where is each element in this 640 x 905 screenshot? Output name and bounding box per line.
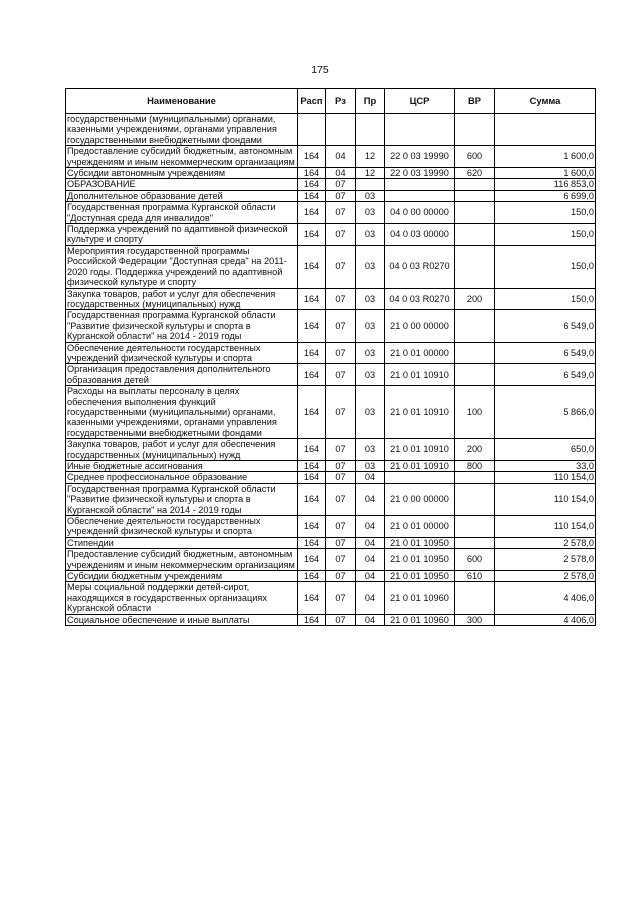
cell-vr: 610 [455, 571, 495, 582]
cell-sum: 6 549,0 [495, 364, 596, 386]
cell-csr [385, 472, 455, 483]
cell-rz: 07 [326, 472, 356, 483]
cell-name: Стипендии [66, 537, 298, 548]
cell-csr: 21 0 00 00000 [385, 483, 455, 515]
cell-pr: 04 [356, 614, 385, 625]
cell-name: Иные бюджетные ассигнования [66, 461, 298, 472]
cell-name: Субсидии бюджетным учреждениям [66, 571, 298, 582]
cell-sum: 150,0 [495, 224, 596, 246]
cell-rasp: 164 [298, 461, 326, 472]
cell-pr: 03 [356, 342, 385, 364]
cell-rz: 07 [326, 571, 356, 582]
cell-name: Государственная программа Курганской области "Развитие физической культуры и спорта в Курганской области" на 2014 - 2019 годы [66, 310, 298, 342]
cell-vr: 300 [455, 614, 495, 625]
cell-sum: 150,0 [495, 202, 596, 224]
cell-name: Мероприятия государственной программы Российской Федерации "Доступная среда" на 2011-2020 годы. Поддержка учреждений по адаптивной физической культуре и спорту [66, 245, 298, 288]
cell-rasp: 164 [298, 342, 326, 364]
cell-pr: 04 [356, 472, 385, 483]
cell-pr: 04 [356, 516, 385, 538]
table-row [66, 288, 596, 310]
table-row [66, 472, 596, 483]
cell-rz: 07 [326, 342, 356, 364]
cell-rasp: 164 [298, 549, 326, 571]
cell-sum: 110 154,0 [495, 472, 596, 483]
table-row [66, 245, 596, 288]
cell-vr [455, 537, 495, 548]
table-row [66, 224, 596, 246]
cell-rz [326, 114, 356, 146]
cell-csr: 21 0 01 10910 [385, 364, 455, 386]
cell-name: Субсидии автономным учреждениям [66, 168, 298, 179]
cell-name: государственными (муниципальными) органами, казенными учреждениями, органами управления государственными внебюджетными фондами [66, 114, 298, 146]
table-row [66, 190, 596, 201]
cell-csr: 21 0 01 10950 [385, 571, 455, 582]
cell-rasp: 164 [298, 472, 326, 483]
cell-sum: 110 154,0 [495, 483, 596, 515]
cell-pr: 04 [356, 483, 385, 515]
cell-rz: 07 [326, 364, 356, 386]
cell-rz: 04 [326, 168, 356, 179]
cell-pr: 04 [356, 571, 385, 582]
cell-rz: 07 [326, 614, 356, 625]
cell-name: Организация предоставления дополнительного образования детей [66, 364, 298, 386]
cell-name: Обеспечение деятельности государственных учреждений физической культуры и спорта [66, 516, 298, 538]
cell-sum: 6 699,0 [495, 190, 596, 201]
cell-rasp: 164 [298, 168, 326, 179]
table-row [66, 386, 596, 439]
cell-pr [356, 179, 385, 190]
cell-csr: 21 0 00 00000 [385, 310, 455, 342]
cell-rz: 07 [326, 310, 356, 342]
cell-csr: 04 0 03 R0270 [385, 288, 455, 310]
cell-rz: 07 [326, 516, 356, 538]
cell-name: Расходы на выплаты персоналу в целях обеспечения выполнения функций государственными (муниципальными) органами, казенными учреждениями, органами управления государственными внебюджетными фондами [66, 386, 298, 439]
cell-rz: 07 [326, 386, 356, 439]
cell-pr: 03 [356, 439, 385, 461]
cell-vr [455, 179, 495, 190]
cell-csr: 22 0 03 19990 [385, 168, 455, 179]
cell-rz: 07 [326, 202, 356, 224]
cell-name: Среднее профессиональное образование [66, 472, 298, 483]
cell-vr [455, 202, 495, 224]
cell-vr [455, 114, 495, 146]
cell-csr [385, 190, 455, 201]
cell-vr [455, 483, 495, 515]
cell-vr [455, 516, 495, 538]
cell-rasp: 164 [298, 190, 326, 201]
table-row [66, 571, 596, 582]
cell-csr [385, 114, 455, 146]
cell-name: Государственная программа Курганской области "Доступная среда для инвалидов" [66, 202, 298, 224]
table-row [66, 168, 596, 179]
cell-rasp: 164 [298, 146, 326, 168]
header-rz: Рз [326, 89, 356, 114]
cell-csr: 21 0 01 10960 [385, 582, 455, 614]
cell-rasp: 164 [298, 439, 326, 461]
cell-vr [455, 342, 495, 364]
cell-sum: 650,0 [495, 439, 596, 461]
table-row [66, 146, 596, 168]
cell-vr: 800 [455, 461, 495, 472]
cell-rasp [298, 114, 326, 146]
cell-csr: 21 0 01 10950 [385, 549, 455, 571]
header-sum: Сумма [495, 89, 596, 114]
cell-sum: 6 549,0 [495, 310, 596, 342]
cell-name: Государственная программа Курганской области "Развитие физической культуры и спорта в Курганской области" на 2014 - 2019 годы [66, 483, 298, 515]
table-body [66, 114, 596, 626]
cell-pr: 03 [356, 224, 385, 246]
header-vr: ВР [455, 89, 495, 114]
header-csr: ЦСР [385, 89, 455, 114]
cell-vr [455, 364, 495, 386]
cell-rz: 07 [326, 288, 356, 310]
table-row [66, 582, 596, 614]
cell-pr: 03 [356, 190, 385, 201]
header-name: Наименование [66, 89, 298, 114]
table-row [66, 364, 596, 386]
table-row [66, 483, 596, 515]
cell-pr: 03 [356, 461, 385, 472]
table-row [66, 614, 596, 625]
cell-sum: 150,0 [495, 288, 596, 310]
cell-rasp: 164 [298, 571, 326, 582]
table-row [66, 439, 596, 461]
cell-rz: 07 [326, 549, 356, 571]
cell-vr: 200 [455, 288, 495, 310]
cell-name: Предоставление субсидий бюджетным, автономным учреждениям и иным некоммерческим организациям [66, 146, 298, 168]
cell-rasp: 164 [298, 516, 326, 538]
header-pr: Пр [356, 89, 385, 114]
table-row [66, 202, 596, 224]
cell-name: Предоставление субсидий бюджетным, автономным учреждениям и иным некоммерческим организациям [66, 549, 298, 571]
cell-name: Меры социальной поддержки детей-сирот, находящихся в государственных организациях Курганской области [66, 582, 298, 614]
cell-pr: 03 [356, 288, 385, 310]
table-row [66, 549, 596, 571]
cell-pr: 04 [356, 537, 385, 548]
cell-rasp: 164 [298, 537, 326, 548]
cell-rasp: 164 [298, 179, 326, 190]
cell-pr: 04 [356, 549, 385, 571]
header-rasp: Расп [298, 89, 326, 114]
cell-name: Закупка товаров, работ и услуг для обеспечения государственных (муниципальных) нужд [66, 288, 298, 310]
table-row [66, 342, 596, 364]
cell-rasp: 164 [298, 386, 326, 439]
cell-sum: 150,0 [495, 245, 596, 288]
cell-vr [455, 310, 495, 342]
cell-rz: 04 [326, 146, 356, 168]
cell-rz: 07 [326, 483, 356, 515]
cell-pr: 03 [356, 364, 385, 386]
cell-csr: 21 0 01 10910 [385, 386, 455, 439]
cell-rz: 07 [326, 245, 356, 288]
cell-rz: 07 [326, 582, 356, 614]
cell-rasp: 164 [298, 224, 326, 246]
cell-sum: 1 600,0 [495, 168, 596, 179]
cell-sum [495, 114, 596, 146]
cell-sum: 4 406,0 [495, 582, 596, 614]
cell-pr: 03 [356, 245, 385, 288]
cell-sum: 6 549,0 [495, 342, 596, 364]
cell-csr: 04 0 03 R0270 [385, 245, 455, 288]
cell-vr [455, 582, 495, 614]
cell-vr [455, 190, 495, 201]
budget-table [65, 88, 596, 626]
cell-csr: 21 0 01 10950 [385, 537, 455, 548]
page-number: 175 [311, 64, 329, 76]
cell-vr [455, 245, 495, 288]
cell-csr: 21 0 01 00000 [385, 516, 455, 538]
cell-rz: 07 [326, 461, 356, 472]
cell-rasp: 164 [298, 310, 326, 342]
cell-csr: 04 0 03 00000 [385, 224, 455, 246]
cell-csr: 22 0 03 19990 [385, 146, 455, 168]
cell-pr: 04 [356, 582, 385, 614]
cell-rasp: 164 [298, 202, 326, 224]
cell-pr: 03 [356, 202, 385, 224]
cell-rz: 07 [326, 190, 356, 201]
table-row [66, 461, 596, 472]
cell-pr: 12 [356, 146, 385, 168]
cell-rz: 07 [326, 179, 356, 190]
table-row [66, 537, 596, 548]
cell-name: Дополнительное образование детей [66, 190, 298, 201]
cell-name: Обеспечение деятельности государственных учреждений физической культуры и спорта [66, 342, 298, 364]
cell-csr [385, 179, 455, 190]
cell-sum: 116 853,0 [495, 179, 596, 190]
cell-sum: 4 406,0 [495, 614, 596, 625]
cell-csr: 04 0 00 00000 [385, 202, 455, 224]
cell-vr: 100 [455, 386, 495, 439]
table-row [66, 179, 596, 190]
cell-rasp: 164 [298, 245, 326, 288]
cell-rasp: 164 [298, 582, 326, 614]
cell-rasp: 164 [298, 364, 326, 386]
cell-csr: 21 0 01 00000 [385, 342, 455, 364]
cell-csr: 21 0 01 10910 [385, 439, 455, 461]
cell-rasp: 164 [298, 288, 326, 310]
cell-rz: 07 [326, 224, 356, 246]
cell-sum: 2 578,0 [495, 571, 596, 582]
cell-sum: 5 866,0 [495, 386, 596, 439]
cell-vr: 600 [455, 549, 495, 571]
cell-csr: 21 0 01 10910 [385, 461, 455, 472]
cell-name: Социальное обеспечение и иные выплаты [66, 614, 298, 625]
cell-vr: 200 [455, 439, 495, 461]
cell-name: Поддержка учреждений по адаптивной физической культуре и спорту [66, 224, 298, 246]
table-row [66, 310, 596, 342]
header-row [66, 89, 596, 114]
cell-sum: 33,0 [495, 461, 596, 472]
cell-pr [356, 114, 385, 146]
cell-name: Закупка товаров, работ и услуг для обеспечения государственных (муниципальных) нужд [66, 439, 298, 461]
cell-rasp: 164 [298, 614, 326, 625]
cell-vr: 620 [455, 168, 495, 179]
cell-vr [455, 224, 495, 246]
cell-rasp: 164 [298, 483, 326, 515]
cell-sum: 1 600,0 [495, 146, 596, 168]
table-row [66, 516, 596, 538]
cell-rz: 07 [326, 439, 356, 461]
cell-pr: 03 [356, 310, 385, 342]
cell-sum: 2 578,0 [495, 549, 596, 571]
cell-name: ОБРАЗОВАНИЕ [66, 179, 298, 190]
cell-rz: 07 [326, 537, 356, 548]
cell-csr: 21 0 01 10960 [385, 614, 455, 625]
cell-pr: 03 [356, 386, 385, 439]
cell-sum: 110 154,0 [495, 516, 596, 538]
table-row [66, 114, 596, 146]
cell-vr [455, 472, 495, 483]
cell-sum: 2 578,0 [495, 537, 596, 548]
cell-vr: 600 [455, 146, 495, 168]
cell-pr: 12 [356, 168, 385, 179]
